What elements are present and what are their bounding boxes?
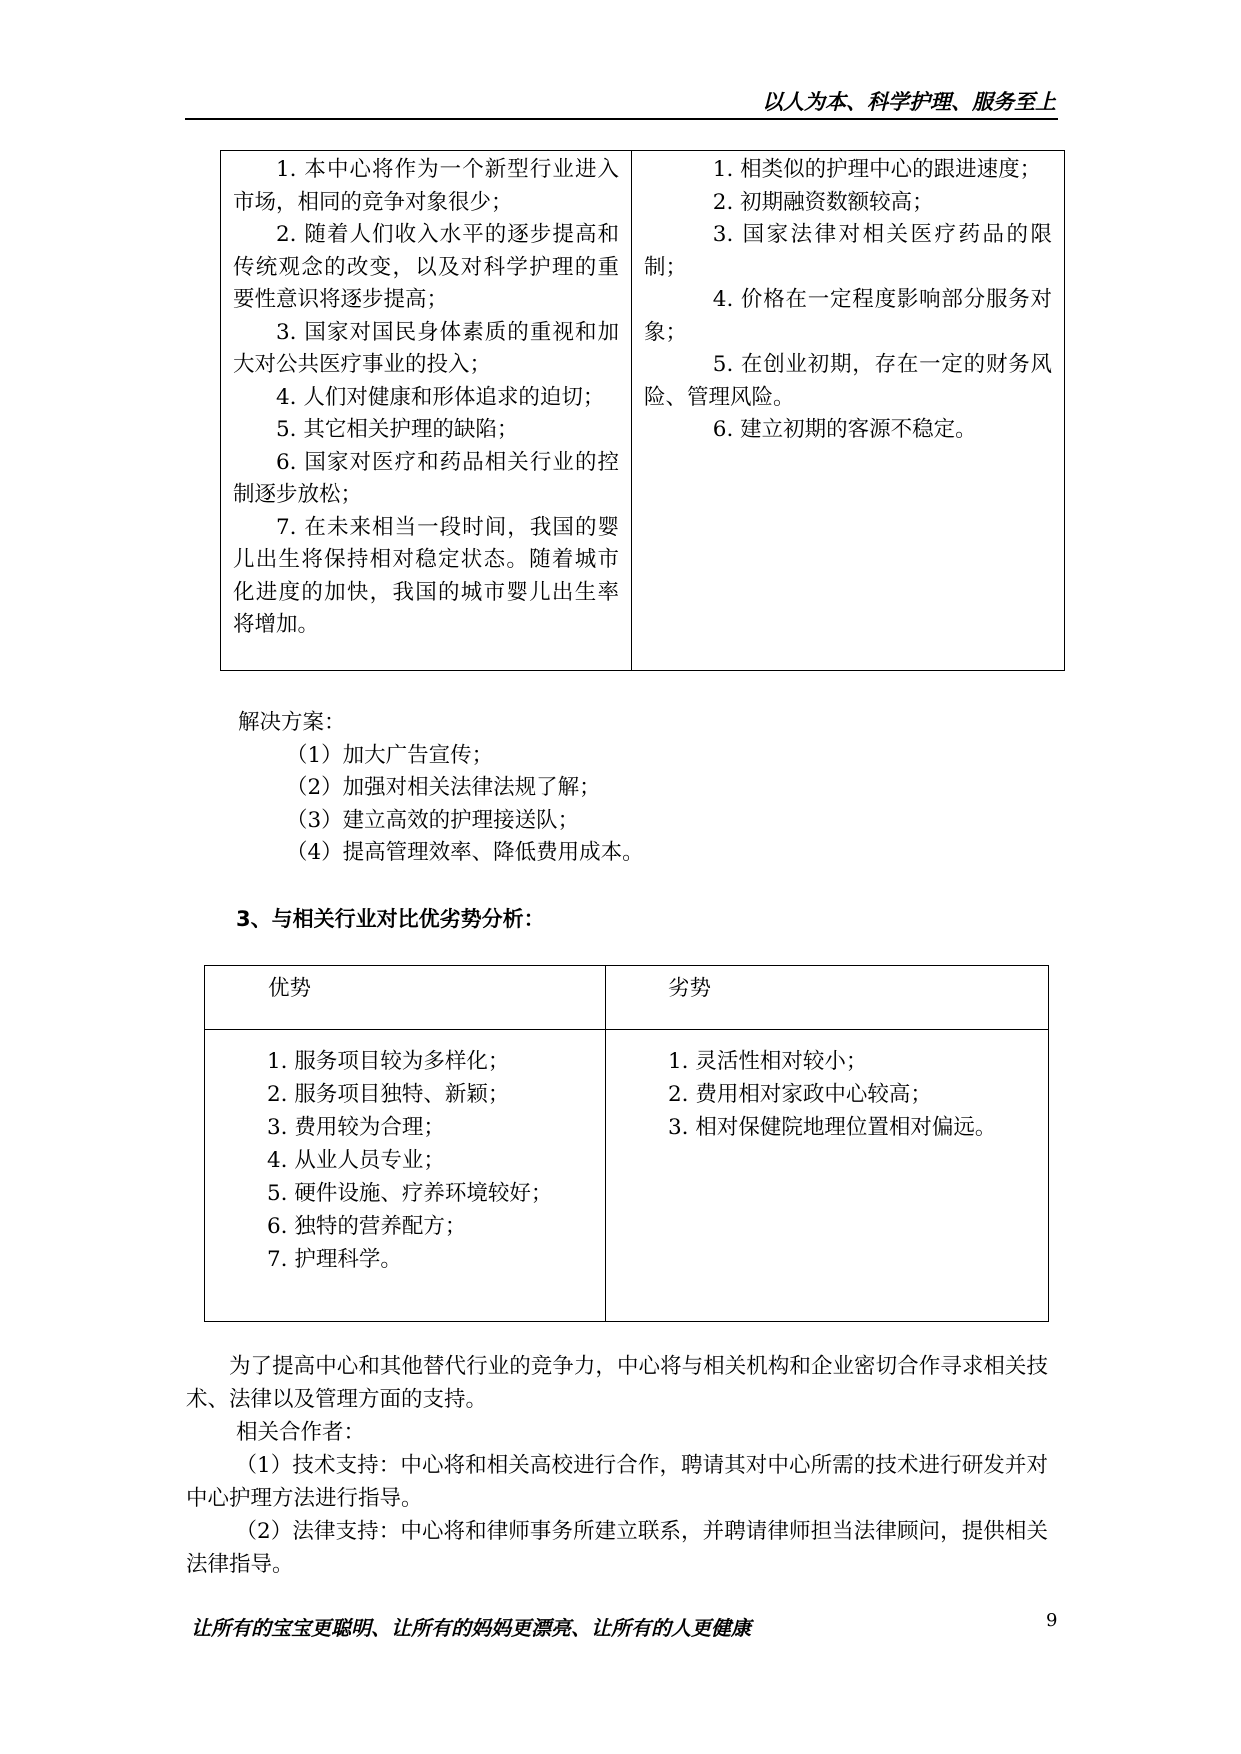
closing-paragraph: 为了提高中心和其他替代行业的竞争力，中心将与相关机构和企业密切合作寻求相关技术、法律以及管理方面的支持。: [186, 1354, 1048, 1412]
list-item: 3. 国家对国民身体素质的重视和加大对公共医疗事业的投入；: [233, 319, 619, 377]
column-header-disadvantages: 劣势: [606, 966, 1049, 1030]
list-item: 1. 相类似的护理中心的跟进速度；: [712, 157, 1042, 182]
list-item: 3. 费用较为合理；: [267, 1115, 445, 1140]
disadvantages-cell: [606, 1030, 1049, 1322]
header-rule: [185, 118, 1058, 120]
list-item: 2. 随着人们收入水平的逐步提高和传统观念的改变，以及对科学护理的重要性意识将逐步提高；: [233, 222, 619, 312]
column-header-advantages: 优势: [205, 966, 606, 1030]
table-row: [205, 1030, 1049, 1322]
list-item: 7. 在未来相当一段时间，我国的婴儿出生将保持相对稳定状态。随着城市化进度的加快，我国的城市婴儿出生率将增加。: [233, 514, 619, 637]
list-item: （2）加强对相关法律法规了解；: [286, 775, 601, 800]
comparison-table: [204, 965, 1049, 1322]
list-item: （4）提高管理效率、降低费用成本。: [286, 840, 644, 865]
advantages-cell: [205, 1030, 606, 1322]
table-row: [221, 151, 1065, 671]
list-item: 1. 本中心将作为一个新型行业进入市场，相同的竞争对象很少；: [233, 157, 619, 215]
closing-block: [186, 1350, 1048, 1581]
opportunities-cell: [221, 151, 632, 671]
partner-item: （2）法律支持：中心将和律师事务所建立联系，并聘请律师担当法律顾问，提供相关法律指导。: [186, 1519, 1048, 1577]
list-item: （3）建立高效的护理接送队；: [286, 807, 580, 833]
list-item: 4. 价格在一定程度影响部分服务对象；: [644, 287, 1052, 345]
list-item: （1）加大广告宣传；: [286, 742, 494, 768]
list-item: 5. 硬件设施、疗养环境较好；: [267, 1181, 553, 1206]
page-header-slogan: 以人为本、科学护理、服务至上: [762, 90, 1056, 114]
swot-table: [220, 150, 1065, 671]
list-item: 1. 服务项目较为多样化；: [267, 1049, 510, 1074]
list-item: 4. 从业人员专业；: [267, 1148, 445, 1173]
list-item: 4. 人们对健康和形体追求的迫切；: [276, 384, 605, 410]
list-item: 6. 国家对医疗和药品相关行业的控制逐步放松；: [233, 449, 619, 507]
section-heading: 3、与相关行业对比优劣势分析：: [236, 907, 545, 931]
partners-label: 相关合作者：: [236, 1420, 366, 1445]
list-item: 2. 服务项目独特、新颖；: [267, 1082, 510, 1107]
list-item: 5. 在创业初期，存在一定的财务风险、管理风险。: [644, 352, 1052, 410]
solutions-list: [238, 740, 644, 870]
solutions-title: 解决方案：: [238, 710, 346, 735]
partner-item: （1）技术支持：中心将和相关高校进行合作，聘请其对中心所需的技术进行研发并对中心护理方法进行指导。: [186, 1453, 1048, 1511]
list-item: 2. 初期融资数额较高；: [712, 189, 934, 215]
list-item: 2. 费用相对家政中心较高；: [668, 1082, 932, 1107]
page-number: 9: [1046, 1610, 1058, 1631]
list-item: 3. 相对保健院地理位置相对偏远。: [668, 1115, 997, 1140]
list-item: 5. 其它相关护理的缺陷；: [276, 417, 519, 442]
list-item: 3. 国家法律对相关医疗药品的限制；: [644, 222, 1052, 280]
page-footer-slogan: 让所有的宝宝更聪明、让所有的妈妈更漂亮、让所有的人更健康: [191, 1616, 751, 1640]
threats-cell: [632, 151, 1065, 671]
list-item: 6. 独特的营养配方；: [267, 1214, 467, 1239]
list-item: 7. 护理科学。: [267, 1247, 402, 1272]
list-item: 1. 灵活性相对较小；: [668, 1049, 868, 1074]
list-item: 6. 建立初期的客源不稳定。: [712, 417, 977, 442]
table-header-row: [205, 966, 1049, 1030]
solutions-block: [238, 707, 644, 870]
